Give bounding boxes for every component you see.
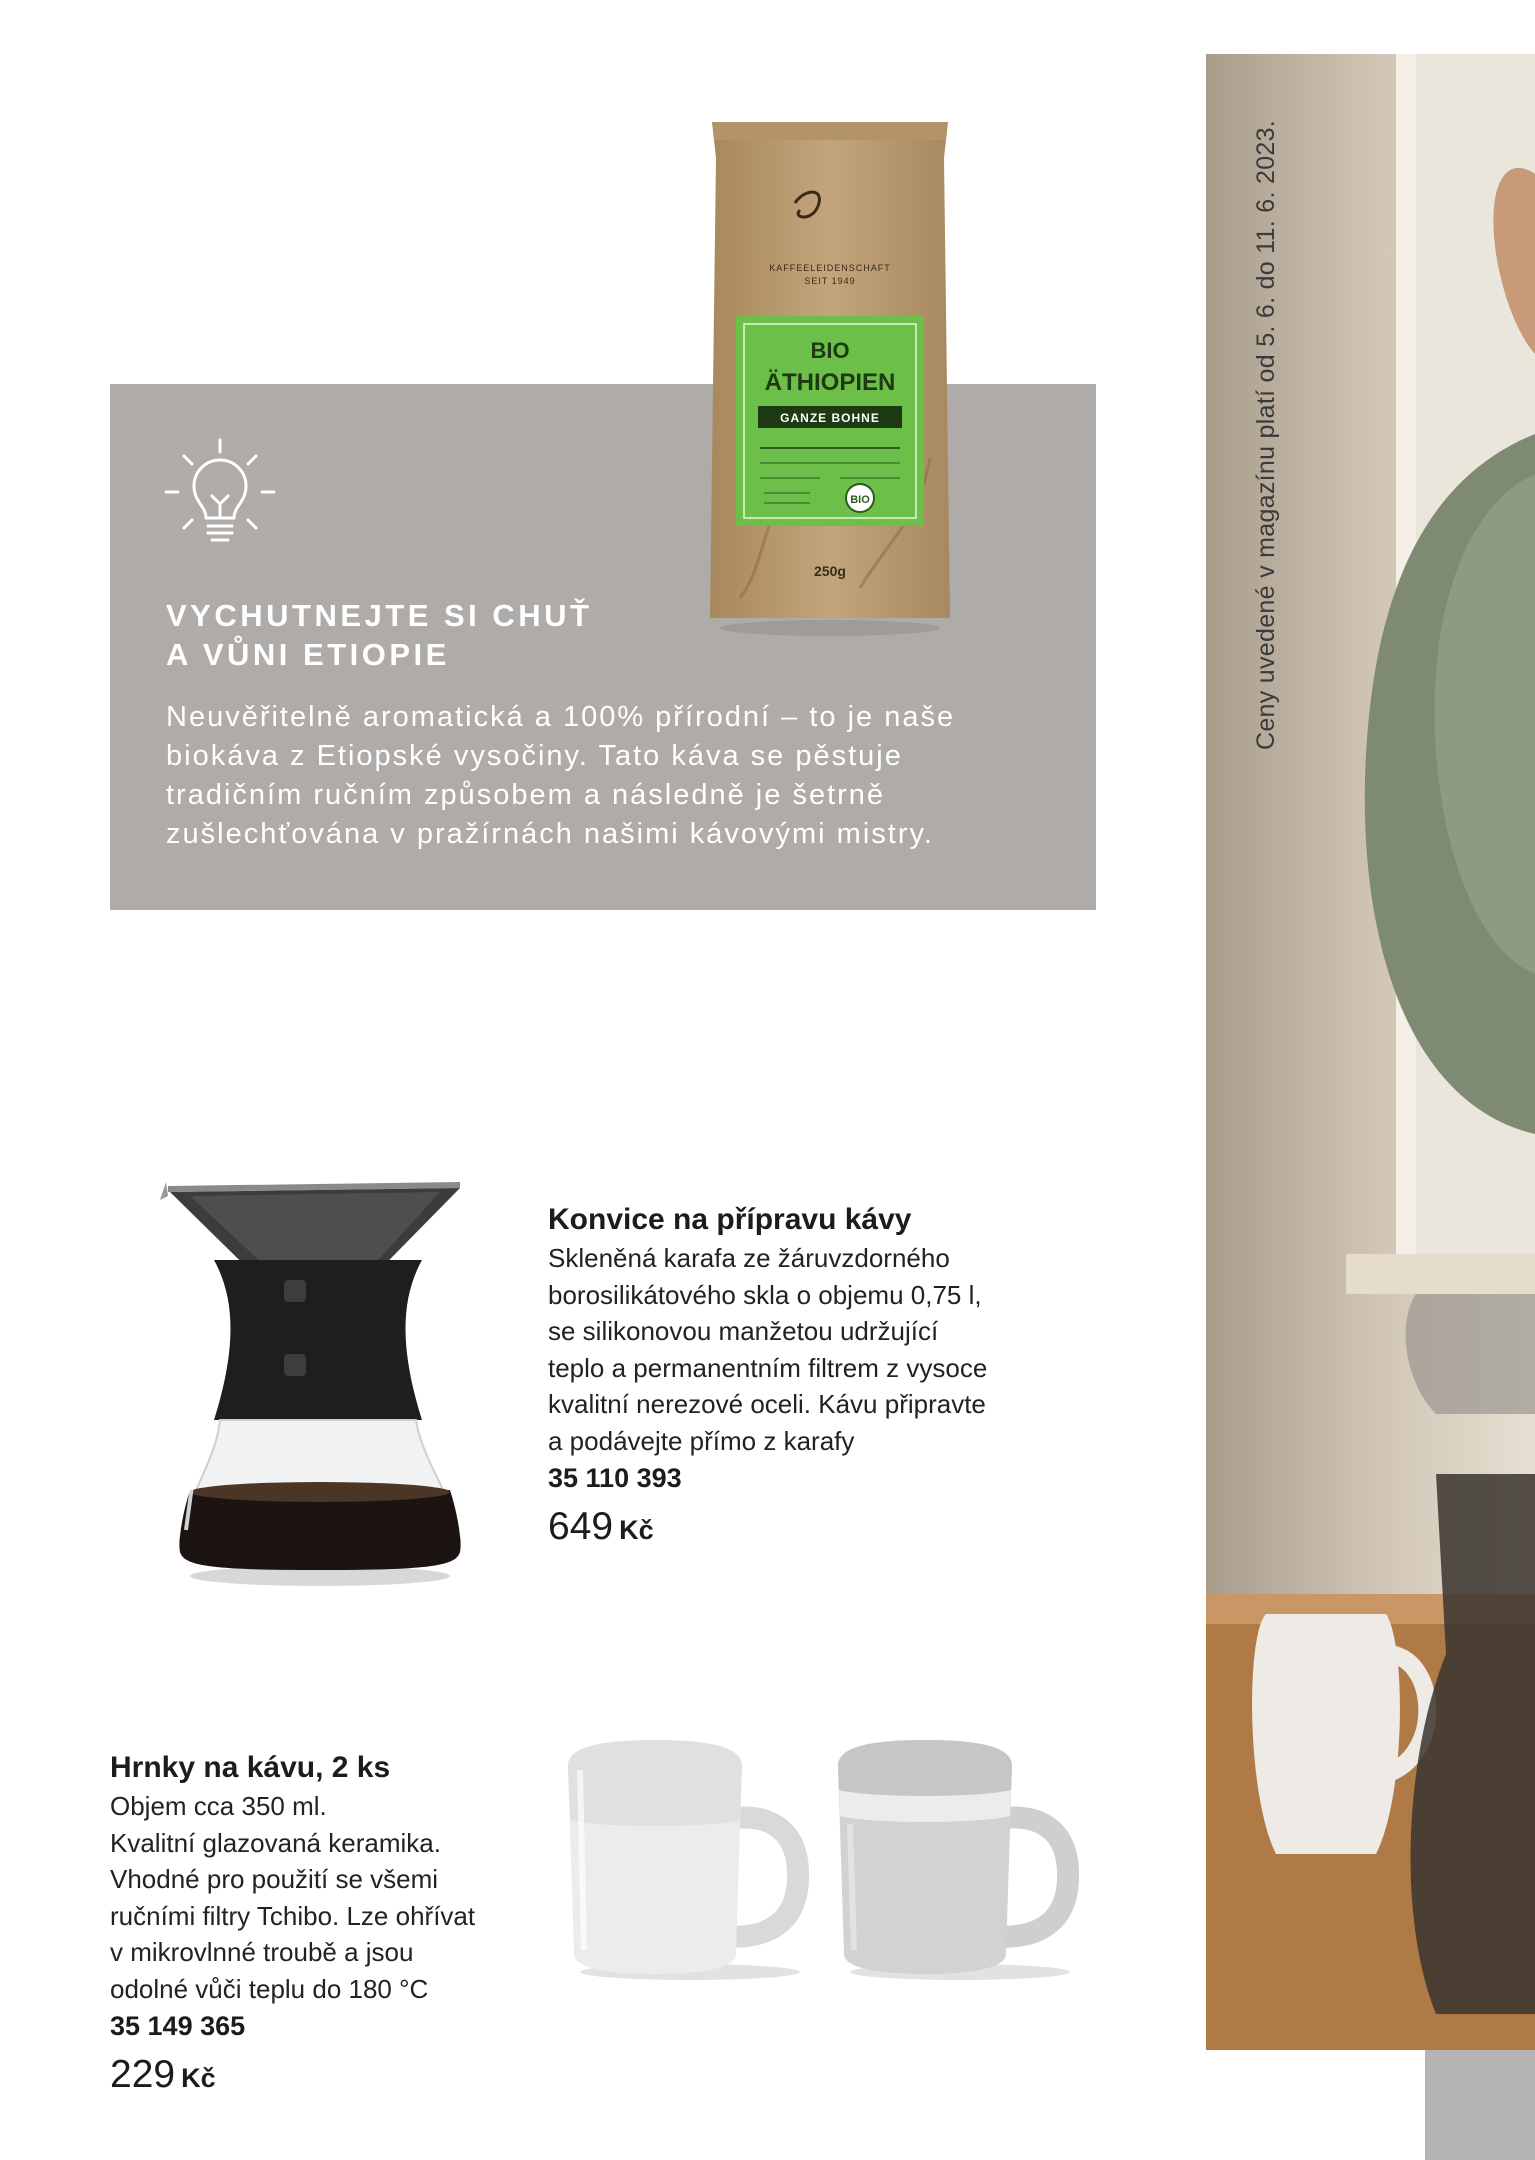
product-description-line: se silikonovou manžetou udržující [548,1316,939,1346]
bag-label-type: GANZE BOHNE [780,411,880,425]
info-text [166,698,1066,854]
validity-note-text: Ceny uvedené v magazínu platí od 5. 6. do 11. 6. 2023. [1252,119,1280,750]
product-price-value: 229 [110,2053,176,2096]
coffee-bag-image [700,118,960,638]
info-text-line: zušlechťována v pražírnách našimi kávovými mistry. [166,818,934,850]
info-text-line: Neuvěřitelně aromatická a 100% přírodní – to je naše [166,701,956,733]
bag-label-bio: BIO [810,338,850,363]
lightbulb-icon [160,434,280,554]
info-heading-line: VYCHUTNEJTE SI CHUŤ [166,598,593,633]
product-price [110,2053,550,2097]
info-heading [166,596,726,674]
bag-weight: 250g [814,563,846,579]
product-description-line: borosilikátového skla o objemu 0,75 l, [548,1279,982,1310]
product-price-value: 649 [548,1505,614,1548]
product-description-line: ručními filtry Tchibo. Lze ohřívat [110,1900,476,1931]
product-price-currency: Kč [619,1515,654,1545]
product-code: 35 110 393 [548,1463,682,1493]
coffee-carafe-image [160,1170,480,1590]
corner-block [1425,2050,1535,2160]
product-description-line: Kvalitní glazovaná keramika. [110,1827,441,1858]
product-code: 35 149 365 [110,2011,246,2041]
product-description-line: kvalitní nerezové oceli. Kávu připravte [548,1389,986,1419]
coffee-mugs-image [560,1740,1100,1990]
bag-bio-seal: BIO [850,494,870,506]
product-title: Hrnky na kávu, 2 ks [110,1751,391,1784]
product-description-line: odolné vůči teplu do 180 °C [110,1973,429,2004]
info-text-line: biokáva z Etiopské vysočiny. Tato káva se pěstuje [166,740,903,772]
product-description-line: Skleněná karafa ze žáruvzdorného [548,1243,950,1273]
bag-label-name: ÄTHIOPIEN [764,369,896,396]
product-price [548,1505,1108,1549]
product-carafe [548,1200,1108,1549]
product-mugs [110,1748,550,2097]
product-description-line: teplo a permanentním filtrem z vysoce [548,1352,988,1383]
product-title: Konvice na přípravu kávy [548,1203,912,1236]
product-description-line: Objem cca 350 ml. [110,1791,327,1821]
bag-brand-line: KAFFEELEIDENSCHAFT [769,263,891,273]
bag-since-line: SEIT 1949 [804,276,856,286]
product-description-line: Vhodné pro použití se všemi [110,1864,439,1894]
info-text-line: tradičním ručním způsobem a následně je šetrně [166,779,886,811]
product-description-line: v mikrovlnné troubě a jsou [110,1937,414,1967]
info-heading-line: A VŮNI ETIOPIE [166,637,450,672]
product-price-currency: Kč [181,2063,216,2093]
validity-note [1216,60,1280,760]
product-description-line: a podávejte přímo z karafy [548,1425,855,1456]
